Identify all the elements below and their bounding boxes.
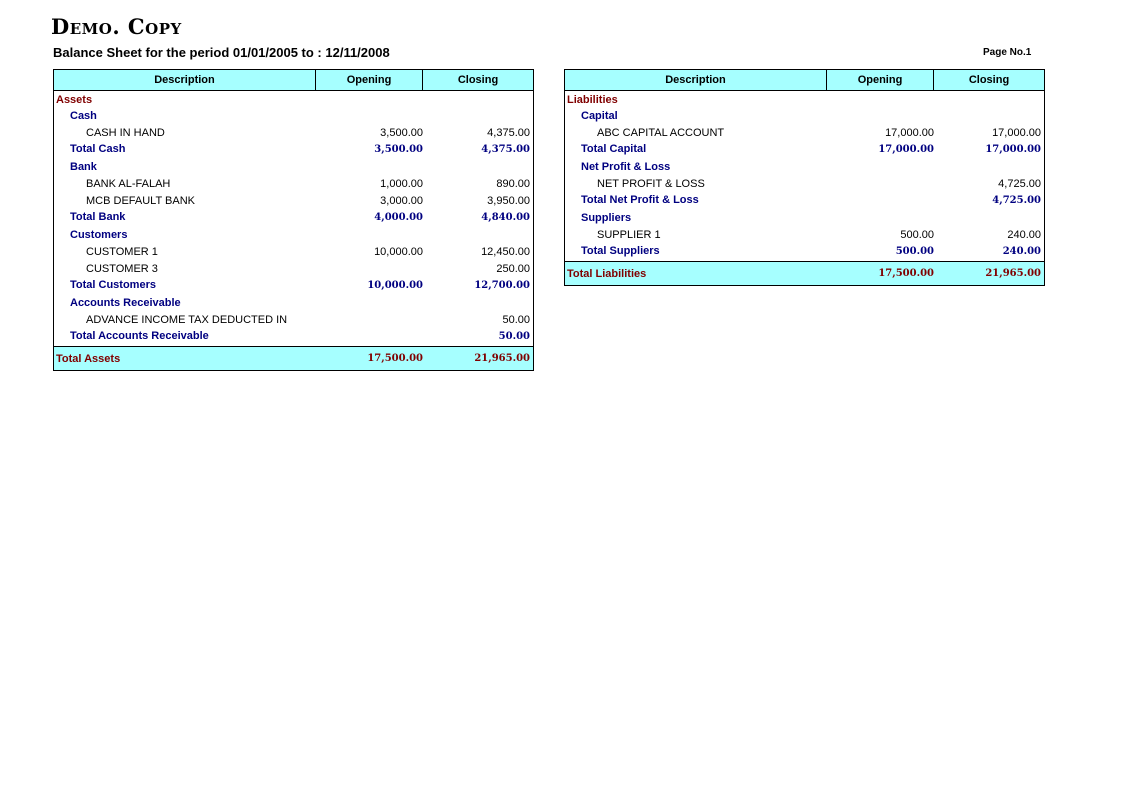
assets-table <box>53 69 534 371</box>
total-desc: Total Cash <box>70 143 126 155</box>
group-suppliers <box>565 210 1044 226</box>
total-opening: 4,000.00 <box>374 211 423 223</box>
grand-total-desc: Total Liabilities <box>567 267 647 280</box>
group-label: Bank <box>70 161 97 173</box>
group-cash <box>54 108 533 124</box>
item-opening: 3,000.00 <box>380 195 423 207</box>
group-customers <box>54 227 533 243</box>
col-opening: Opening <box>827 70 934 90</box>
table-row <box>54 193 533 209</box>
section-label: Liabilities <box>567 94 618 106</box>
item-desc: CUSTOMER 3 <box>86 263 158 275</box>
total-closing: 17,000.00 <box>985 143 1041 155</box>
item-closing: 250.00 <box>496 263 530 275</box>
total-row <box>54 328 533 344</box>
total-desc: Total Capital <box>581 143 647 155</box>
total-closing: 4,375.00 <box>481 143 530 155</box>
total-closing: 4,840.00 <box>481 211 530 223</box>
table-row <box>54 125 533 141</box>
table-row <box>54 261 533 277</box>
total-closing: 12,700.00 <box>474 279 530 291</box>
section-assets <box>54 92 533 108</box>
col-opening: Opening <box>316 70 423 90</box>
item-closing: 12,450.00 <box>481 246 530 258</box>
group-label: Capital <box>581 110 618 122</box>
total-row <box>565 192 1044 208</box>
liabilities-table <box>564 69 1045 286</box>
item-desc: SUPPLIER 1 <box>597 229 661 241</box>
item-opening: 17,000.00 <box>885 127 934 139</box>
item-desc: BANK AL-FALAH <box>86 178 171 190</box>
table-row <box>565 227 1044 243</box>
item-closing: 50.00 <box>502 314 530 326</box>
total-desc: Total Customers <box>70 279 156 291</box>
total-desc: Total Bank <box>70 211 126 223</box>
total-desc: Total Accounts Receivable <box>70 330 209 342</box>
grand-total-opening: 17,500.00 <box>367 353 423 364</box>
group-label: Net Profit & Loss <box>581 161 671 173</box>
group-bank <box>54 159 533 175</box>
item-opening: 500.00 <box>900 229 934 241</box>
col-closing: Closing <box>457 74 499 86</box>
col-description: Description <box>565 70 827 90</box>
total-row <box>54 141 533 157</box>
total-opening: 10,000.00 <box>367 279 423 291</box>
page-number: Page No.1 <box>983 47 1032 58</box>
table-row <box>54 312 533 328</box>
item-opening: 1,000.00 <box>380 178 423 190</box>
grand-total-desc: Total Assets <box>56 352 121 365</box>
table-row <box>565 125 1044 141</box>
item-opening: 3,500.00 <box>380 127 423 139</box>
item-closing: 3,950.00 <box>487 195 530 207</box>
table-row <box>54 176 533 192</box>
table-row <box>565 176 1044 192</box>
group-label: Customers <box>70 229 128 241</box>
grand-total-closing: 21,965.00 <box>985 268 1041 279</box>
col-description: Description <box>54 70 316 90</box>
total-desc: Total Suppliers <box>581 245 660 257</box>
total-opening: 3,500.00 <box>374 143 423 155</box>
item-desc: MCB DEFAULT BANK <box>86 195 196 207</box>
item-desc: CASH IN HAND <box>86 127 165 139</box>
item-closing: 4,375.00 <box>487 127 530 139</box>
total-row <box>565 141 1044 157</box>
total-opening: 17,000.00 <box>878 143 934 155</box>
report-title: Balance Sheet for the period 01/01/2005 to : 12/11/2008 <box>53 45 390 60</box>
section-liabilities <box>565 92 1044 108</box>
assets-table-header <box>54 70 533 91</box>
group-net-profit-loss <box>565 159 1044 175</box>
total-closing: 50.00 <box>498 330 530 342</box>
total-closing: 4,725.00 <box>992 194 1041 206</box>
group-capital <box>565 108 1044 124</box>
item-opening: 10,000.00 <box>374 246 423 258</box>
total-opening: 500.00 <box>895 245 934 257</box>
grand-total-closing: 21,965.00 <box>474 353 530 364</box>
total-closing: 240.00 <box>1002 245 1041 257</box>
item-closing: 890.00 <box>496 178 530 190</box>
total-row <box>565 243 1044 259</box>
group-label: Cash <box>70 110 97 122</box>
group-accounts-receivable <box>54 295 533 311</box>
item-closing: 4,725.00 <box>998 178 1041 190</box>
grand-total-opening: 17,500.00 <box>878 268 934 279</box>
item-closing: 17,000.00 <box>992 127 1041 139</box>
grand-total-row <box>565 261 1044 285</box>
item-desc: ABC CAPITAL ACCOUNT <box>597 127 725 139</box>
item-desc: CUSTOMER 1 <box>86 246 158 258</box>
item-desc: NET PROFIT & LOSS <box>597 178 705 190</box>
liabilities-table-header <box>565 70 1044 91</box>
section-label: Assets <box>56 94 93 106</box>
grand-total-row <box>54 346 533 370</box>
total-desc: Total Net Profit & Loss <box>581 194 699 206</box>
company-name: Demo. Copy <box>51 14 182 39</box>
col-closing: Closing <box>968 74 1010 86</box>
table-row <box>54 244 533 260</box>
item-desc: ADVANCE INCOME TAX DEDUCTED IN <box>86 314 288 326</box>
total-row <box>54 209 533 225</box>
item-closing: 240.00 <box>1007 229 1041 241</box>
group-label: Suppliers <box>581 212 632 224</box>
group-label: Accounts Receivable <box>70 297 181 309</box>
total-row <box>54 277 533 293</box>
